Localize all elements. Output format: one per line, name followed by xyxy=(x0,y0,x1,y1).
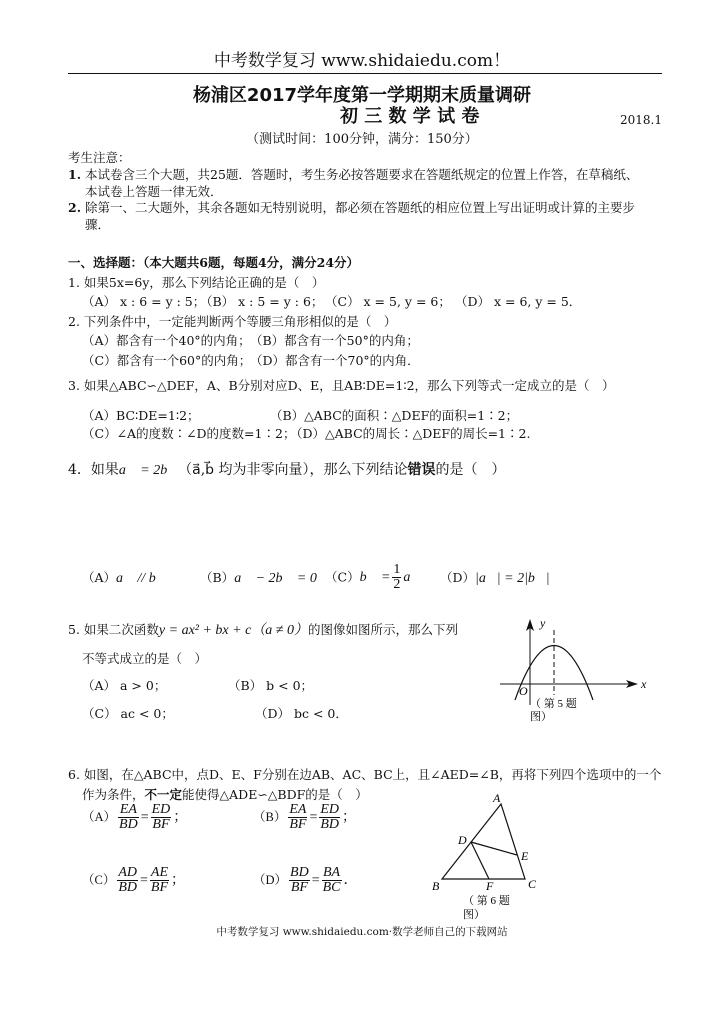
denominator: BC xyxy=(322,880,341,895)
q3-option-d: （D）△ABC的周长∶△DEF的周长=1∶2. xyxy=(290,426,531,441)
page-footer: 中考数学复习 www.shidaiedu.com·数学老师自己的下载网站 xyxy=(216,926,508,938)
notice-text: 骤． xyxy=(85,217,111,232)
denominator: BF xyxy=(289,817,307,832)
fraction xyxy=(319,803,340,832)
q5-stem-math: y = ax² + bx + c（a ≠ 0） xyxy=(158,623,308,638)
point-e-label: E xyxy=(521,849,529,863)
numerator: 1 xyxy=(393,562,401,577)
q2-option-c: （C）都含有一个60°的内角； xyxy=(82,353,252,368)
fraction xyxy=(288,803,307,832)
exam-title: 杨浦区2017学年度第一学期期末质量调研 xyxy=(192,85,532,106)
q5-option-a: （A） a > 0； xyxy=(82,678,167,693)
q3-stem: 3. 如果△ABC∽△DEF，A、B分别对应D、E，且AB∶DE=1∶2，那么下列等式一定成立的是（ ） xyxy=(68,378,615,393)
q6-option-c: （C） $\frac{AD}{BD}$ = $\frac{AE}{BF}$ ； xyxy=(82,865,186,895)
fraction xyxy=(117,866,138,895)
triangle-figure xyxy=(425,790,555,925)
site-header: 中考数学复习 www.shidaiedu.com！ xyxy=(213,51,511,71)
option-label: （B） xyxy=(200,570,235,585)
q5-option-c: （C） ac < 0； xyxy=(82,706,174,721)
fraction xyxy=(392,563,401,592)
y-label: y xyxy=(540,616,546,630)
point-b-label: B xyxy=(432,879,440,893)
numerator: EA xyxy=(289,802,307,817)
punctuation: ； xyxy=(342,809,357,825)
fraction xyxy=(151,803,172,832)
origin-label: O xyxy=(519,684,528,698)
denominator: BF xyxy=(150,880,169,895)
q3-option-a: （A）BC∶DE=1∶2； xyxy=(82,408,200,423)
segment-de xyxy=(471,842,517,855)
q3-option-b: （B）△ABC的面积∶△DEF的面积=1∶2； xyxy=(270,408,519,423)
numerator: ED xyxy=(320,802,340,817)
notice-text: 本试卷上答题一律无效． xyxy=(85,184,223,199)
notice-num: 2. xyxy=(68,200,82,215)
q4-option-b xyxy=(200,572,328,586)
q4-stem xyxy=(68,463,506,478)
q5-option-d: （D） bc < 0． xyxy=(255,706,348,721)
exam-subtitle: 初 三 数 学 试 卷 xyxy=(340,106,480,127)
q6-stem-text: 作为条件， xyxy=(82,787,145,802)
point-a-label: A xyxy=(493,791,501,805)
notice-text: 除第一、二大题外，其余各题如无特别说明，都必须在答题纸的相应位置上写出证明或计算的主要步 xyxy=(85,200,636,215)
figure-caption: 图） xyxy=(463,909,485,921)
q4-option-c xyxy=(325,563,432,592)
notice-num: 1. xyxy=(68,167,82,182)
parabola-figure xyxy=(490,615,650,725)
q6-stem-line1: 6. 如图，在△ABC中，点D、E、F分别在边AB、AC、BC上，且∠AED=∠B，再将下列四个选项中的一个 xyxy=(68,767,662,782)
option-math: b⃗ = xyxy=(359,569,391,585)
option-label: （C） xyxy=(325,569,360,585)
exam-date: 2018.1 xyxy=(620,113,662,127)
q3-option-c: （C）∠A的度数∶∠D的度数=1∶2； xyxy=(82,426,296,441)
q4-option-d xyxy=(440,572,561,586)
fraction xyxy=(150,866,169,895)
option-math: a⃗ // b⃗； xyxy=(116,571,178,586)
punctuation: ； xyxy=(171,872,186,888)
point-d-label: D xyxy=(458,833,467,847)
q1-option-c: （C） x = 5, y = 6； xyxy=(325,294,451,309)
option-math: a⃗ − 2b⃗ = 0； xyxy=(234,571,328,586)
option-label: （D） xyxy=(253,873,288,888)
figure-caption: 图） xyxy=(530,711,552,723)
q6-stem-text: 能使得△ADE∽△BDF的是（ ） xyxy=(182,787,368,802)
denominator: BD xyxy=(119,817,138,832)
q2-option-d: （D）都含有一个70°的内角． xyxy=(250,353,420,368)
fraction xyxy=(322,866,342,895)
q6-stem-emphasis: 不一定 xyxy=(144,787,183,802)
q6-stem-line2 xyxy=(82,789,368,802)
q5-option-b: （B） b < 0； xyxy=(228,678,314,693)
numerator: BA xyxy=(323,865,341,880)
numerator: ED xyxy=(151,802,171,817)
point-f-label: F xyxy=(486,879,494,893)
denominator: BF xyxy=(152,817,170,832)
q6-option-b: （B） $\frac{EA}{BF}$ = $\frac{ED}{BD}$ ； xyxy=(253,802,357,832)
fraction xyxy=(289,866,310,895)
figure-caption: （ 第 5 题 xyxy=(530,698,577,710)
denominator: 2 xyxy=(393,577,401,592)
q4-stem-text: 的是（ ） xyxy=(435,462,506,478)
numerator: AD xyxy=(118,865,138,880)
section-heading: 一、选择题：（本大题共6题，每题4分，满分24分） xyxy=(68,255,360,270)
option-label: （D） xyxy=(440,570,476,585)
numerator: AE xyxy=(150,865,169,880)
denominator: BD xyxy=(118,880,138,895)
option-math: |a⃗| = 2|b⃗|． xyxy=(475,571,561,586)
q5-stem-text: 5. 如果二次函数 xyxy=(68,622,159,637)
q2-option-b: （B）都含有一个50°的内角； xyxy=(250,333,419,348)
punctuation: ． xyxy=(343,872,358,888)
time-info: （测试时间：100分钟，满分：150分） xyxy=(246,132,478,147)
x-label: x xyxy=(641,677,647,691)
q1-option-a: （A） x : 6 = y : 5； xyxy=(82,294,206,309)
point-c-label: C xyxy=(528,877,537,891)
option-label: （A） xyxy=(82,570,117,585)
notice-heading: 考生注意： xyxy=(68,150,131,165)
option-label: （A） xyxy=(82,810,117,825)
q6-option-d: （D） $\frac{BD}{BF}$ = $\frac{BA}{BC}$ ． xyxy=(253,865,358,895)
numerator: EA xyxy=(119,802,137,817)
punctuation: ； xyxy=(173,809,188,825)
figure-caption: （ 第 6 题 xyxy=(463,895,510,907)
option-math: a⃗； xyxy=(403,569,433,585)
q5-stem-text: 的图像如图所示，那么下列 xyxy=(307,622,458,637)
option-label: （C） xyxy=(82,873,116,888)
denominator: BF xyxy=(290,880,308,895)
denominator: BD xyxy=(320,817,340,832)
q4-stem-text: 4．如果 xyxy=(68,462,119,478)
q4-stem-emphasis: 错误 xyxy=(407,462,436,478)
q1-option-b: （B） x : 5 = y : 6； xyxy=(200,294,324,309)
fraction xyxy=(118,803,139,832)
numerator: BD xyxy=(290,865,309,880)
option-label: （B） xyxy=(253,810,287,825)
header-rule xyxy=(68,73,662,74)
segment-df xyxy=(471,842,489,879)
q2-stem: 2. 下列条件中，一定能判断两个等腰三角形相似的是（ ） xyxy=(68,314,397,329)
q1-option-d: （D） x = 6, y = 5． xyxy=(455,294,582,309)
q4-option-a xyxy=(82,572,177,586)
q5-stem xyxy=(68,624,458,638)
q6-option-a: （A） $\frac{EA}{BD}$ = $\frac{ED}{BF}$ ； xyxy=(82,802,188,832)
notice-text: 本试卷含三个大题，共25题．答题时，考生务必按答题要求在答题纸规定的位置上作答，在草稿纸、 xyxy=(85,167,639,182)
q5-stem-line2: 不等式成立的是（ ） xyxy=(82,651,208,666)
q2-option-a: （A）都含有一个40°的内角； xyxy=(82,333,251,348)
q4-stem-text: （a⃗,b⃗ 均为非零向量），那么下列结论 xyxy=(178,462,408,478)
q4-stem-math: a⃗ = 2b⃗ xyxy=(118,463,179,478)
q1-stem: 1. 如果5x=6y，那么下列结论正确的是（ ） xyxy=(68,275,325,290)
